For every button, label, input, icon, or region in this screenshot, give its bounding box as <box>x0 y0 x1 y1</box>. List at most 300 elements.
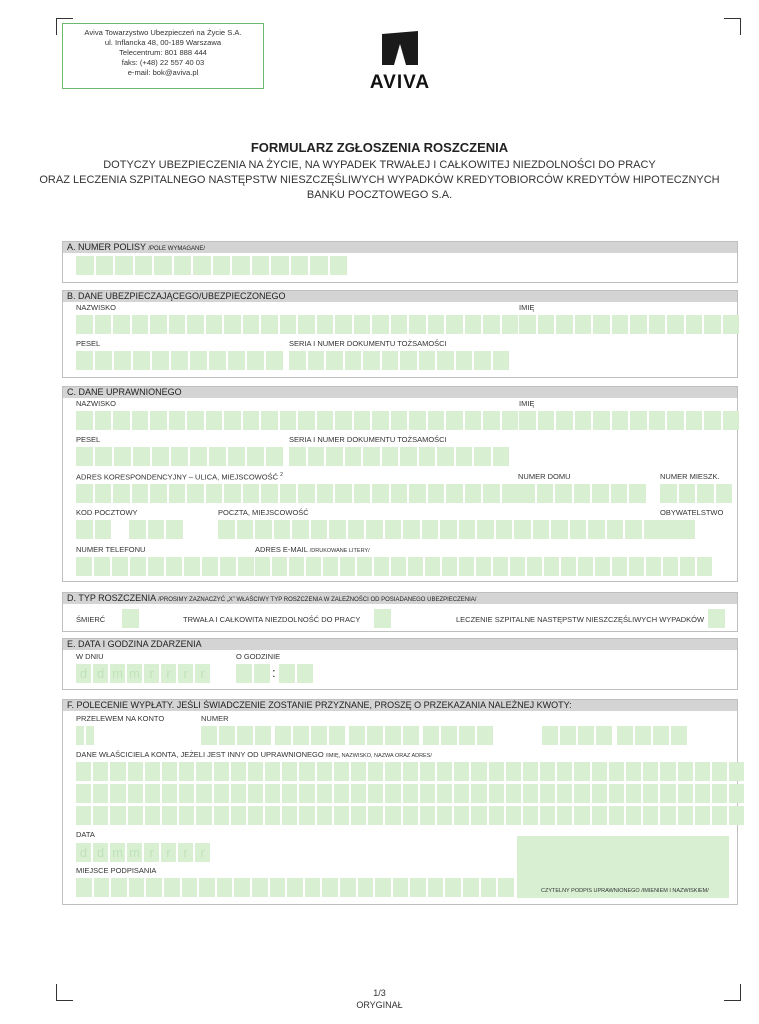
character-cell[interactable] <box>437 784 452 803</box>
character-cell[interactable] <box>635 726 651 745</box>
event-hour-input[interactable] <box>236 664 272 683</box>
character-cell[interactable] <box>280 484 297 503</box>
character-cell[interactable] <box>255 726 271 745</box>
character-cell[interactable] <box>419 351 436 370</box>
character-cell[interactable] <box>391 315 408 334</box>
character-cell[interactable] <box>409 484 426 503</box>
character-cell[interactable] <box>625 520 642 539</box>
character-cell[interactable] <box>596 726 612 745</box>
character-cell[interactable] <box>617 726 633 745</box>
character-cell[interactable] <box>454 762 469 781</box>
character-cell[interactable] <box>190 447 207 466</box>
character-cell[interactable] <box>474 447 491 466</box>
account-checkdigits-input[interactable] <box>76 726 96 745</box>
character-cell[interactable] <box>555 484 572 503</box>
character-cell[interactable] <box>382 447 399 466</box>
character-cell[interactable] <box>110 806 125 825</box>
character-cell[interactable] <box>630 315 647 334</box>
character-cell[interactable] <box>164 878 180 897</box>
character-cell[interactable] <box>132 411 149 430</box>
character-cell[interactable] <box>133 447 150 466</box>
character-cell[interactable] <box>95 520 112 539</box>
character-cell[interactable] <box>224 484 241 503</box>
character-cell[interactable] <box>695 806 710 825</box>
character-cell[interactable] <box>310 256 328 275</box>
character-cell[interactable] <box>489 806 504 825</box>
character-cell[interactable] <box>152 447 169 466</box>
character-cell[interactable] <box>519 411 536 430</box>
character-cell[interactable] <box>611 484 628 503</box>
character-cell[interactable] <box>299 806 314 825</box>
character-cell[interactable] <box>171 351 188 370</box>
character-cell[interactable] <box>326 351 343 370</box>
character-cell[interactable] <box>667 315 684 334</box>
character-cell[interactable] <box>335 484 352 503</box>
character-cell[interactable] <box>93 784 108 803</box>
character-cell[interactable] <box>523 806 538 825</box>
character-cell[interactable] <box>209 351 226 370</box>
character-cell[interactable] <box>446 315 463 334</box>
character-cell[interactable] <box>678 762 693 781</box>
character-cell[interactable] <box>113 315 130 334</box>
character-cell[interactable] <box>523 784 538 803</box>
character-cell[interactable] <box>493 447 510 466</box>
character-cell[interactable] <box>275 726 291 745</box>
character-cell[interactable] <box>644 520 661 539</box>
claim-type-disability-checkbox[interactable] <box>374 609 391 628</box>
claim-type-death-checkbox[interactable] <box>122 609 139 628</box>
beneficiary-firstname-input[interactable] <box>519 411 741 430</box>
character-cell[interactable] <box>265 762 280 781</box>
character-cell[interactable] <box>351 784 366 803</box>
character-cell[interactable] <box>128 784 143 803</box>
character-cell[interactable] <box>403 520 420 539</box>
character-cell[interactable] <box>265 806 280 825</box>
character-cell[interactable] <box>367 726 383 745</box>
character-cell[interactable] <box>471 806 486 825</box>
character-cell[interactable] <box>261 484 278 503</box>
character-cell[interactable] <box>643 784 658 803</box>
character-cell[interactable] <box>400 351 417 370</box>
character-cell[interactable] <box>667 411 684 430</box>
character-cell[interactable] <box>474 351 491 370</box>
phone-number-input[interactable] <box>76 557 256 576</box>
character-cell[interactable] <box>575 411 592 430</box>
character-cell[interactable] <box>232 256 250 275</box>
character-cell[interactable] <box>187 484 204 503</box>
character-cell[interactable] <box>496 520 513 539</box>
character-cell[interactable] <box>280 315 297 334</box>
character-cell[interactable] <box>129 520 146 539</box>
character-cell[interactable] <box>94 878 110 897</box>
character-cell[interactable] <box>354 315 371 334</box>
character-cell[interactable] <box>150 411 167 430</box>
character-cell[interactable] <box>213 256 231 275</box>
character-cell[interactable] <box>166 520 183 539</box>
character-cell[interactable] <box>292 520 309 539</box>
account-group3-input[interactable] <box>349 726 421 745</box>
character-cell[interactable] <box>385 726 401 745</box>
character-cell[interactable] <box>298 411 315 430</box>
character-cell[interactable] <box>299 784 314 803</box>
character-cell[interactable] <box>663 557 678 576</box>
character-cell[interactable] <box>76 315 93 334</box>
character-cell[interactable] <box>298 484 315 503</box>
email-input[interactable] <box>255 557 714 576</box>
character-cell[interactable] <box>612 557 627 576</box>
character-cell[interactable] <box>254 664 270 683</box>
character-cell[interactable] <box>129 878 145 897</box>
character-cell[interactable] <box>335 315 352 334</box>
character-cell[interactable] <box>255 557 270 576</box>
character-cell[interactable] <box>130 557 146 576</box>
character-cell[interactable] <box>76 726 84 745</box>
character-cell[interactable] <box>166 557 182 576</box>
character-cell[interactable] <box>128 762 143 781</box>
character-cell[interactable] <box>76 351 93 370</box>
character-cell[interactable] <box>540 784 555 803</box>
character-cell[interactable] <box>145 806 160 825</box>
character-cell[interactable] <box>196 806 211 825</box>
character-cell[interactable] <box>234 878 250 897</box>
character-cell[interactable] <box>93 806 108 825</box>
character-cell[interactable] <box>115 256 133 275</box>
house-number-input[interactable] <box>518 484 648 503</box>
beneficiary-pesel-input[interactable] <box>76 447 285 466</box>
character-cell[interactable] <box>179 784 194 803</box>
account-group5-input[interactable] <box>542 726 614 745</box>
character-cell[interactable] <box>95 315 112 334</box>
character-cell[interactable] <box>255 520 272 539</box>
character-cell[interactable] <box>146 878 162 897</box>
character-cell[interactable] <box>537 484 554 503</box>
character-cell[interactable] <box>152 351 169 370</box>
character-cell[interactable] <box>629 557 644 576</box>
character-cell[interactable] <box>498 878 514 897</box>
character-cell[interactable] <box>113 484 130 503</box>
account-group6-input[interactable] <box>617 726 689 745</box>
character-cell[interactable] <box>349 726 365 745</box>
character-cell[interactable] <box>248 784 263 803</box>
character-cell[interactable] <box>351 762 366 781</box>
character-cell[interactable] <box>476 557 491 576</box>
character-cell[interactable] <box>609 806 624 825</box>
character-cell[interactable] <box>403 806 418 825</box>
character-cell[interactable] <box>366 520 383 539</box>
character-cell[interactable] <box>575 315 592 334</box>
character-cell[interactable] <box>538 411 555 430</box>
character-cell[interactable] <box>220 557 236 576</box>
character-cell[interactable] <box>560 726 576 745</box>
character-cell[interactable] <box>231 762 246 781</box>
character-cell[interactable] <box>270 878 286 897</box>
character-cell[interactable] <box>231 806 246 825</box>
character-cell[interactable] <box>463 878 479 897</box>
character-cell[interactable] <box>297 664 313 683</box>
character-cell[interactable] <box>649 315 666 334</box>
character-cell[interactable] <box>248 806 263 825</box>
policy-number-input[interactable] <box>76 256 349 275</box>
character-cell[interactable] <box>201 726 217 745</box>
character-cell[interactable] <box>561 557 576 576</box>
character-cell[interactable] <box>76 784 91 803</box>
character-cell[interactable] <box>306 557 321 576</box>
character-cell[interactable] <box>374 557 389 576</box>
character-cell[interactable] <box>446 411 463 430</box>
character-cell[interactable] <box>358 878 374 897</box>
character-cell[interactable] <box>540 762 555 781</box>
character-cell[interactable] <box>540 806 555 825</box>
character-cell[interactable] <box>169 411 186 430</box>
character-cell[interactable] <box>282 762 297 781</box>
character-cell[interactable] <box>95 484 112 503</box>
character-cell[interactable] <box>289 557 304 576</box>
character-cell[interactable] <box>456 351 473 370</box>
character-cell[interactable] <box>323 557 338 576</box>
character-cell[interactable] <box>132 484 149 503</box>
character-cell[interactable] <box>695 784 710 803</box>
character-cell[interactable] <box>329 520 346 539</box>
character-cell[interactable] <box>354 484 371 503</box>
character-cell[interactable] <box>446 484 463 503</box>
character-cell[interactable] <box>437 806 452 825</box>
character-cell[interactable] <box>94 557 110 576</box>
character-cell[interactable] <box>171 447 188 466</box>
character-cell[interactable] <box>187 411 204 430</box>
character-cell[interactable] <box>477 726 493 745</box>
character-cell[interactable] <box>671 726 687 745</box>
character-cell[interactable] <box>678 806 693 825</box>
character-cell[interactable] <box>368 784 383 803</box>
character-cell[interactable] <box>214 784 229 803</box>
character-cell[interactable] <box>454 806 469 825</box>
character-cell[interactable] <box>471 762 486 781</box>
character-cell[interactable] <box>609 762 624 781</box>
character-cell[interactable] <box>135 256 153 275</box>
character-cell[interactable] <box>329 726 345 745</box>
postal-code-part2-input[interactable] <box>129 520 185 539</box>
character-cell[interactable] <box>502 484 519 503</box>
character-cell[interactable] <box>311 520 328 539</box>
character-cell[interactable] <box>660 784 675 803</box>
character-cell[interactable] <box>679 520 696 539</box>
character-cell[interactable] <box>697 557 712 576</box>
character-cell[interactable] <box>214 762 229 781</box>
character-cell[interactable] <box>287 878 303 897</box>
character-cell[interactable] <box>266 447 283 466</box>
character-cell[interactable] <box>206 315 223 334</box>
character-cell[interactable] <box>280 411 297 430</box>
character-cell[interactable] <box>544 557 559 576</box>
account-group4-input[interactable] <box>423 726 495 745</box>
character-cell[interactable] <box>385 762 400 781</box>
character-cell[interactable] <box>217 878 233 897</box>
character-cell[interactable] <box>483 411 500 430</box>
character-cell[interactable] <box>334 806 349 825</box>
character-cell[interactable] <box>712 784 727 803</box>
character-cell[interactable] <box>428 315 445 334</box>
character-cell[interactable] <box>214 806 229 825</box>
character-cell[interactable] <box>409 411 426 430</box>
character-cell[interactable] <box>169 315 186 334</box>
character-cell[interactable] <box>179 806 194 825</box>
account-group1-input[interactable] <box>201 726 273 745</box>
character-cell[interactable] <box>289 351 306 370</box>
character-cell[interactable] <box>679 484 696 503</box>
character-cell[interactable] <box>305 878 321 897</box>
post-office-city-input[interactable] <box>218 520 681 539</box>
character-cell[interactable] <box>514 520 531 539</box>
character-cell[interactable] <box>266 351 283 370</box>
character-cell[interactable] <box>317 411 334 430</box>
character-cell[interactable] <box>243 411 260 430</box>
character-cell[interactable] <box>465 315 482 334</box>
character-cell[interactable] <box>145 762 160 781</box>
character-cell[interactable] <box>76 484 93 503</box>
event-minute-input[interactable] <box>279 664 315 683</box>
character-cell[interactable] <box>237 520 254 539</box>
insured-document-input[interactable] <box>289 351 511 370</box>
character-cell[interactable] <box>238 557 254 576</box>
character-cell[interactable] <box>265 784 280 803</box>
character-cell[interactable] <box>574 484 591 503</box>
character-cell[interactable] <box>317 806 332 825</box>
character-cell[interactable] <box>686 411 703 430</box>
character-cell[interactable] <box>459 726 475 745</box>
character-cell[interactable] <box>282 806 297 825</box>
character-cell[interactable] <box>695 762 710 781</box>
character-cell[interactable] <box>437 351 454 370</box>
character-cell[interactable] <box>282 784 297 803</box>
character-cell[interactable] <box>162 784 177 803</box>
character-cell[interactable] <box>483 315 500 334</box>
character-cell[interactable] <box>437 447 454 466</box>
character-cell[interactable] <box>110 762 125 781</box>
insured-pesel-input[interactable] <box>76 351 285 370</box>
character-cell[interactable] <box>150 484 167 503</box>
character-cell[interactable] <box>643 762 658 781</box>
character-cell[interactable] <box>335 411 352 430</box>
character-cell[interactable] <box>408 557 423 576</box>
character-cell[interactable] <box>518 484 535 503</box>
insured-firstname-input[interactable] <box>519 315 741 334</box>
character-cell[interactable] <box>330 256 348 275</box>
character-cell[interactable] <box>317 484 334 503</box>
character-cell[interactable] <box>556 411 573 430</box>
postal-code-part1-input[interactable] <box>76 520 113 539</box>
character-cell[interactable] <box>114 447 131 466</box>
character-cell[interactable] <box>454 784 469 803</box>
character-cell[interactable] <box>148 557 164 576</box>
character-cell[interactable] <box>218 520 235 539</box>
character-cell[interactable] <box>162 762 177 781</box>
character-cell[interactable] <box>206 484 223 503</box>
character-cell[interactable] <box>420 762 435 781</box>
character-cell[interactable] <box>261 315 278 334</box>
character-cell[interactable] <box>686 315 703 334</box>
character-cell[interactable] <box>607 520 624 539</box>
character-cell[interactable] <box>440 520 457 539</box>
character-cell[interactable] <box>228 447 245 466</box>
character-cell[interactable] <box>712 806 727 825</box>
character-cell[interactable] <box>372 411 389 430</box>
character-cell[interactable] <box>363 447 380 466</box>
character-cell[interactable] <box>533 520 550 539</box>
character-cell[interactable] <box>588 520 605 539</box>
character-cell[interactable] <box>542 726 558 745</box>
character-cell[interactable] <box>646 557 661 576</box>
character-cell[interactable] <box>506 784 521 803</box>
character-cell[interactable] <box>626 784 641 803</box>
character-cell[interactable] <box>483 484 500 503</box>
character-cell[interactable] <box>595 557 610 576</box>
character-cell[interactable] <box>441 726 457 745</box>
character-cell[interactable] <box>184 557 200 576</box>
character-cell[interactable] <box>196 762 211 781</box>
character-cell[interactable] <box>243 315 260 334</box>
character-cell[interactable] <box>322 878 338 897</box>
character-cell[interactable] <box>428 484 445 503</box>
character-cell[interactable] <box>334 784 349 803</box>
character-cell[interactable] <box>428 411 445 430</box>
character-cell[interactable] <box>95 447 112 466</box>
character-cell[interactable] <box>578 557 593 576</box>
character-cell[interactable] <box>317 762 332 781</box>
character-cell[interactable] <box>523 762 538 781</box>
character-cell[interactable] <box>299 762 314 781</box>
character-cell[interactable] <box>716 484 733 503</box>
account-owner-line3-input[interactable] <box>76 806 746 825</box>
character-cell[interactable] <box>465 411 482 430</box>
account-group2-input[interactable] <box>275 726 347 745</box>
character-cell[interactable] <box>459 520 476 539</box>
character-cell[interactable] <box>340 557 355 576</box>
character-cell[interactable] <box>419 447 436 466</box>
character-cell[interactable] <box>248 762 263 781</box>
character-cell[interactable] <box>95 351 112 370</box>
character-cell[interactable] <box>592 806 607 825</box>
character-cell[interactable] <box>174 256 192 275</box>
character-cell[interactable] <box>224 315 241 334</box>
character-cell[interactable] <box>187 315 204 334</box>
character-cell[interactable] <box>678 784 693 803</box>
character-cell[interactable] <box>400 447 417 466</box>
account-owner-line1-input[interactable] <box>76 762 746 781</box>
character-cell[interactable] <box>502 315 519 334</box>
character-cell[interactable] <box>629 484 646 503</box>
character-cell[interactable] <box>308 447 325 466</box>
character-cell[interactable] <box>556 315 573 334</box>
character-cell[interactable] <box>578 726 594 745</box>
character-cell[interactable] <box>76 520 93 539</box>
character-cell[interactable] <box>592 484 609 503</box>
character-cell[interactable] <box>423 726 439 745</box>
character-cell[interactable] <box>86 726 94 745</box>
character-cell[interactable] <box>420 806 435 825</box>
character-cell[interactable] <box>113 411 130 430</box>
character-cell[interactable] <box>643 806 658 825</box>
character-cell[interactable] <box>493 351 510 370</box>
character-cell[interactable] <box>247 351 264 370</box>
character-cell[interactable] <box>110 784 125 803</box>
character-cell[interactable] <box>112 557 128 576</box>
character-cell[interactable] <box>150 315 167 334</box>
character-cell[interactable] <box>252 878 268 897</box>
character-cell[interactable] <box>231 784 246 803</box>
character-cell[interactable] <box>442 557 457 576</box>
character-cell[interactable] <box>729 784 744 803</box>
character-cell[interactable] <box>729 806 744 825</box>
